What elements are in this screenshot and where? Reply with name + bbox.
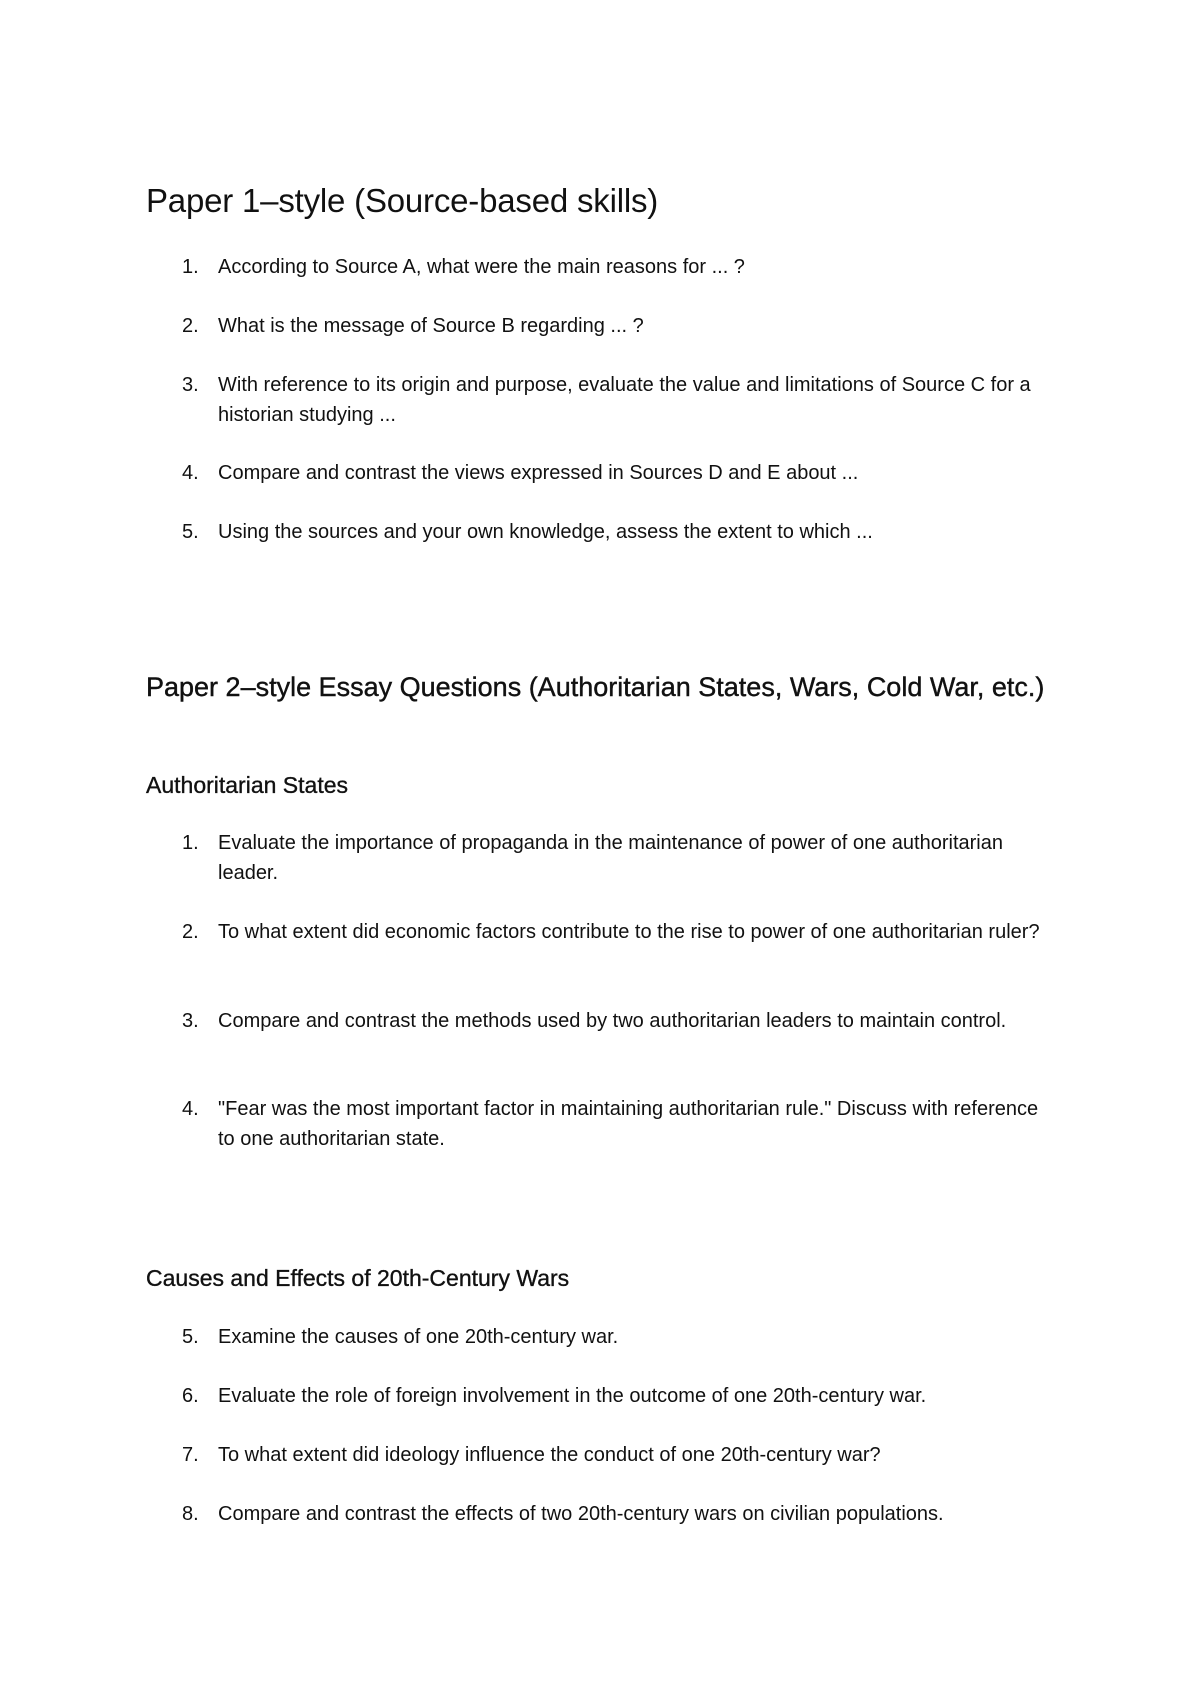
list-item bbox=[182, 1440, 1062, 1470]
list-text: Compare and contrast the methods used by two authoritarian leaders to maintain control. bbox=[218, 1010, 1007, 1032]
paper2-heading: Paper 2–style Essay Questions (Authoritarian States, Wars, Cold War, etc.) bbox=[146, 672, 1045, 702]
list-number: 2. bbox=[182, 315, 199, 337]
list-text: "Fear was the most important factor in maintaining authoritarian rule." Discuss with reference to one authoritarian state. bbox=[218, 1098, 1039, 1150]
list-number: 2. bbox=[182, 921, 199, 943]
list-text: According to Source A, what were the main reasons for ... ? bbox=[218, 256, 745, 278]
wars-heading: Causes and Effects of 20th-Century Wars bbox=[146, 1265, 570, 1291]
list-item bbox=[182, 370, 1062, 430]
list-number: 6. bbox=[182, 1385, 199, 1407]
paper1-heading: Paper 1–style (Source-based skills) bbox=[146, 182, 659, 219]
list-text: Evaluate the role of foreign involvement in the outcome of one 20th-century war. bbox=[218, 1385, 927, 1407]
list-text: Compare and contrast the views expressed in Sources D and E about ... bbox=[218, 462, 859, 484]
list-text: To what extent did economic factors contribute to the rise to power of one authoritarian ruler? bbox=[218, 921, 1040, 943]
list-item bbox=[182, 1499, 1062, 1529]
list-item bbox=[182, 1381, 1062, 1411]
list-text: Evaluate the importance of propaganda in the maintenance of power of one authoritarian leader. bbox=[218, 832, 1003, 884]
list-item bbox=[182, 1094, 1062, 1154]
list-text: To what extent did ideology influence the conduct of one 20th-century war? bbox=[218, 1444, 881, 1466]
list-number: 8. bbox=[182, 1503, 199, 1525]
list-item bbox=[182, 917, 1062, 947]
list-number: 3. bbox=[182, 374, 199, 396]
list-number: 1. bbox=[182, 256, 199, 278]
list-number: 3. bbox=[182, 1010, 199, 1032]
list-item bbox=[182, 311, 1062, 341]
list-text: With reference to its origin and purpose, evaluate the value and limitations of Source C for a historian studying ... bbox=[218, 374, 1031, 426]
list-text: Examine the causes of one 20th-century war. bbox=[218, 1326, 619, 1348]
list-item bbox=[182, 1006, 1062, 1036]
list-item bbox=[182, 1322, 1062, 1352]
list-number: 4. bbox=[182, 1098, 199, 1120]
list-text: Using the sources and your own knowledge, assess the extent to which ... bbox=[218, 521, 873, 543]
list-item bbox=[182, 828, 1062, 888]
list-number: 7. bbox=[182, 1444, 199, 1466]
list-number: 1. bbox=[182, 832, 199, 854]
list-item bbox=[182, 252, 1062, 282]
list-text: What is the message of Source B regarding ... ? bbox=[218, 315, 644, 337]
list-number: 5. bbox=[182, 521, 199, 543]
list-number: 5. bbox=[182, 1326, 199, 1348]
list-text: Compare and contrast the effects of two 20th-century wars on civilian populations. bbox=[218, 1503, 944, 1525]
list-item bbox=[182, 517, 1062, 547]
list-number: 4. bbox=[182, 462, 199, 484]
authoritarian-states-heading: Authoritarian States bbox=[146, 772, 349, 798]
list-item bbox=[182, 458, 1062, 488]
